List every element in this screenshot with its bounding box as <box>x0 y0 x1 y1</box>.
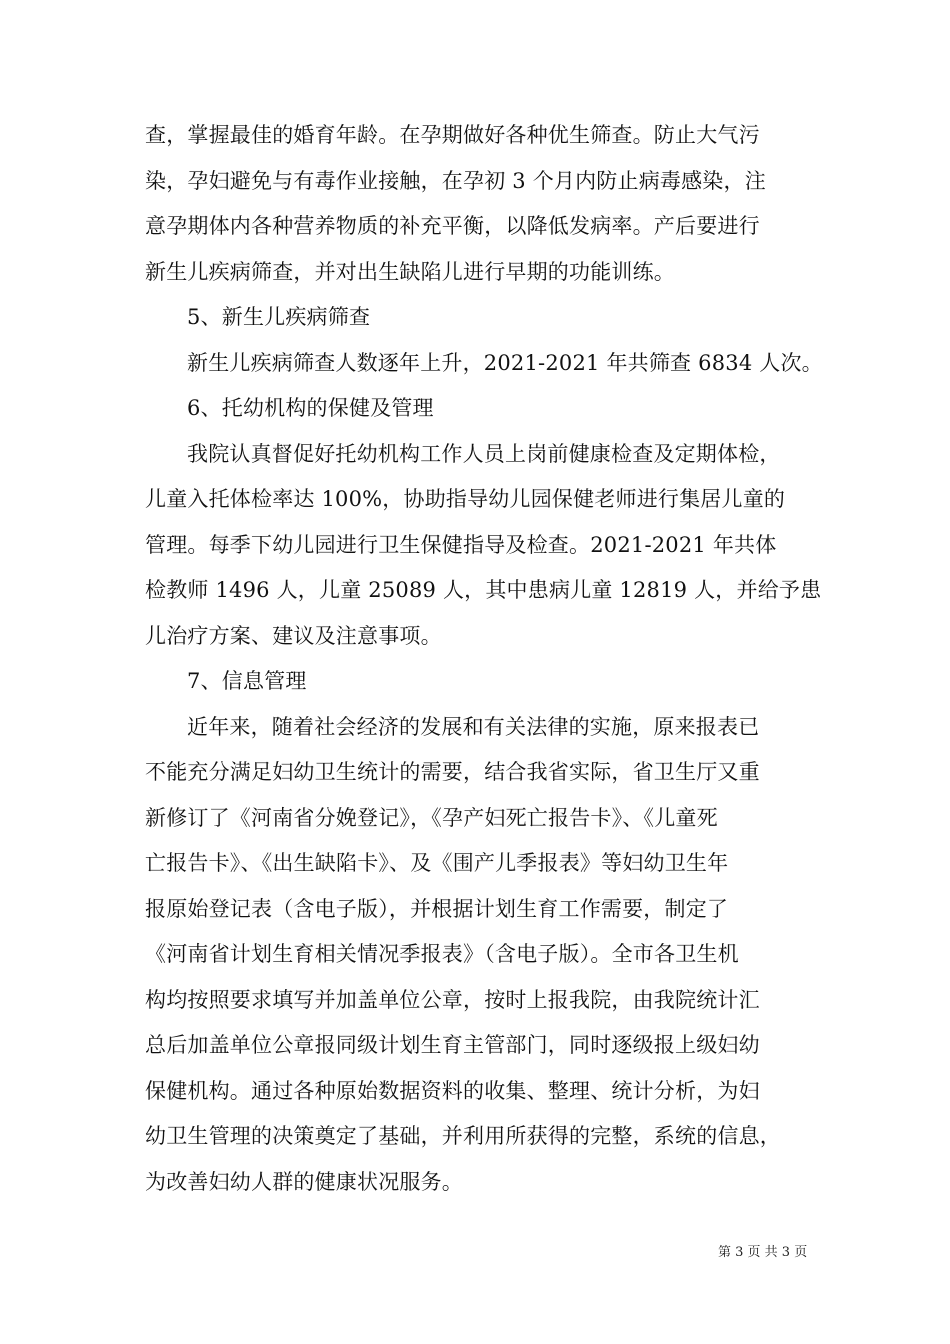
paragraph-line: 意孕期体内各种营养物质的补充平衡，以降低发病率。产后要进行 <box>145 214 760 238</box>
paragraph-line: 我院认真督促好托幼机构工作人员上岗前健康检查及定期体检， <box>187 441 781 466</box>
paragraph-line: 检教师 1496 人，儿童 25089 人，其中患病儿童 12819 人，并给予患 <box>145 578 822 602</box>
page-number-footer: 第 3 页 共 3 页 <box>718 1245 808 1260</box>
paragraph-line: 构均按照要求填写并加盖单位公章，按时上报我院，由我院统计汇 <box>145 987 760 1012</box>
paragraph-line: 管理。每季下幼儿园进行卫生保健指导及检查。2021-2021 年共体 <box>145 532 777 557</box>
paragraph-line: 幼卫生管理的决策奠定了基础，并利用所获得的完整，系统的信息， <box>145 1124 781 1148</box>
paragraph-line: 不能充分满足妇幼卫生统计的需要，结合我省实际，省卫生厅又重 <box>145 760 760 784</box>
paragraph-line: 总后加盖单位公章报同级计划生育主管部门，同时逐级报上级妇幼 <box>145 1033 760 1057</box>
paragraph-line: 染，孕妇避免与有毒作业接触，在孕初 3 个月内防止病毒感染，注 <box>145 168 766 193</box>
section-heading-childcare-institutions: 6、托幼机构的保健及管理 <box>187 396 434 420</box>
paragraph-line: 亡报告卡》、《出生缺陷卡》、及《围产儿季报表》等妇幼卫生年 <box>145 851 729 875</box>
paragraph-line: 新生儿疾病筛查，并对出生缺陷儿进行早期的功能训练。 <box>145 259 675 284</box>
paragraph-line: 查，掌握最佳的婚育年龄。在孕期做好各种优生筛查。防止大气污 <box>145 123 760 147</box>
paragraph-line: 《河南省计划生育相关情况季报表》（含电子版）。全市各卫生机 <box>145 942 739 966</box>
paragraph-line: 近年来，随着社会经济的发展和有关法律的实施，原来报表已 <box>187 714 760 739</box>
paragraph-line: 为改善妇幼人群的健康状况服务。 <box>145 1169 463 1194</box>
paragraph-line: 儿童入托体检率达 100%，协助指导幼儿园保健老师进行集居儿童的 <box>145 487 786 511</box>
paragraph-line: 新生儿疾病筛查人数逐年上升，2021-2021 年共筛查 6834 人次。 <box>187 350 823 375</box>
paragraph-line: 儿治疗方案、建议及注意事项。 <box>145 623 442 648</box>
section-heading-newborn-screening: 5、新生儿疾病筛查 <box>187 305 371 329</box>
section-heading-information-management: 7、信息管理 <box>187 669 307 693</box>
document-body <box>145 113 823 1205</box>
paragraph-line: 新修订了《河南省分娩登记》，《孕产妇死亡报告卡》、《儿童死 <box>145 805 718 830</box>
paragraph-line: 报原始登记表（含电子版），并根据计划生育工作需要，制定了 <box>145 896 729 921</box>
paragraph-line: 保健机构。通过各种原始数据资料的收集、整理、统计分析，为妇 <box>145 1078 760 1103</box>
